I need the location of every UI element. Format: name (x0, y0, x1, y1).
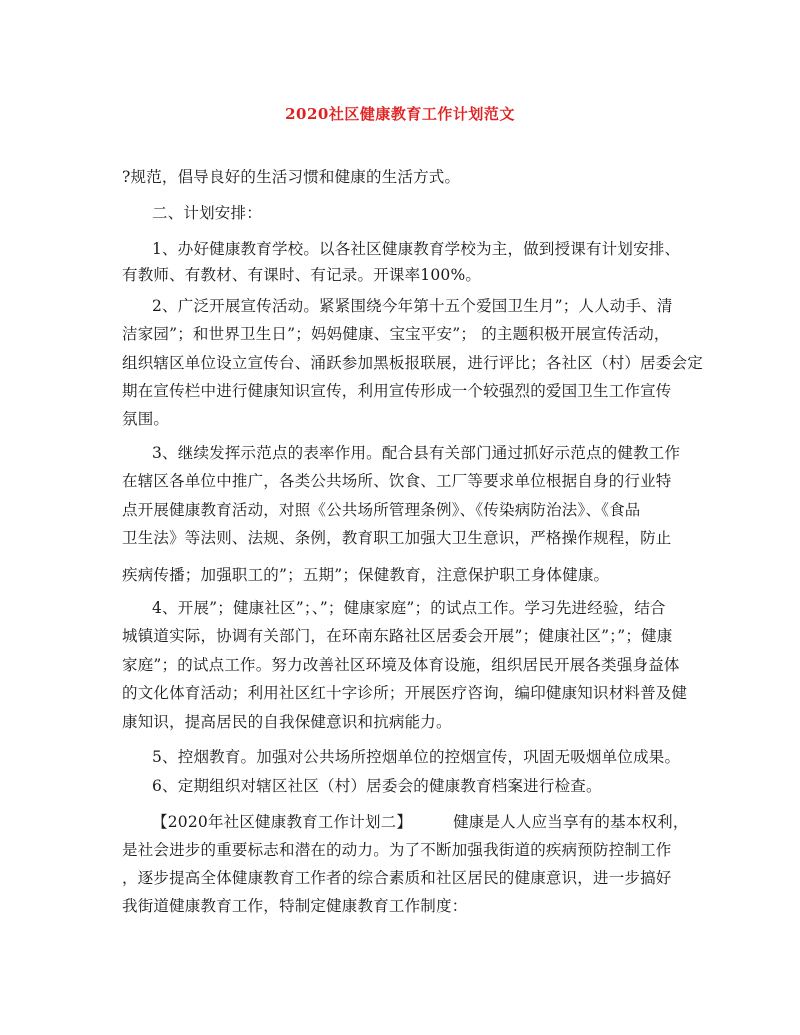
paragraph-line: 的文化体育活动；利用社区红十字诊所；开展医疗咨询，编印健康知识材料普及健 (122, 684, 688, 702)
paragraph-line: 5、控烟教育。加强对公共场所控烟单位的控烟宣传，巩固无吸烟单位成果。 (152, 748, 681, 766)
paragraph-line: 点开展健康教育活动，对照《公共场所管理条例》、《传染病防治法》、《食品 (122, 501, 641, 519)
paragraph-line: 家庭”；的试点工作。努力改善社区环境及体育设施，组织居民开展各类强身益体 (122, 656, 680, 674)
paragraph-line: 康知识，提高居民的自我保健意识和抗病能力。 (122, 713, 452, 731)
paragraph-line: 有教师、有教材、有课时、有记录。开课率100%。 (122, 266, 482, 284)
paragraph-line: ?规范，倡导良好的生活习惯和健康的生活方式。 (122, 168, 461, 186)
paragraph-line: 卫生法》等法则、法规、条例，教育职工加强大卫生意识，严格操作规程，防止 (122, 529, 672, 547)
paragraph-line: 6、定期组织对辖区社区（村）居委会的健康教育档案进行检查。 (152, 777, 602, 795)
paragraph-line: 组织辖区单位设立宣传台、涌跃参加黑板报联展，进行评比；各社区（村）居委会定 (122, 354, 703, 372)
paragraph-line: 期在宣传栏中进行健康知识宣传，利用宣传形成一个较强烈的爱国卫生工作宣传 (122, 382, 672, 400)
paragraph-line: ，逐步提高全体健康教育工作者的综合素质和社区居民的健康意识，进一步搞好 (122, 869, 672, 887)
paragraph-line: 疾病传播；加强职工的”；五期”；保健教育，注意保护职工身体健康。 (122, 566, 610, 584)
paragraph-line: 3、继续发挥示范点的表率作用。配合县有关部门通过抓好示范点的健教工作 (152, 444, 681, 462)
paragraph-line: 我街道健康教育工作，特制定健康教育工作制度： (122, 897, 468, 915)
document-title: 2020社区健康教育工作计划范文 (285, 105, 515, 123)
paragraph-line: 氛围。 (122, 410, 170, 428)
paragraph-line: 洁家园”；和世界卫生日”；妈妈健康、宝宝平安”； 的主题积极开展宣传活动， (122, 325, 670, 343)
section-heading-line: 【2020年社区健康教育工作计划二】 健康是人人应当享有的基本权利， (152, 813, 689, 831)
paragraph-line: 2、广泛开展宣传活动。紧紧围绕今年第十五个爱国卫生月”；人人动手、清 (152, 297, 673, 315)
paragraph-line: 4、开展”；健康社区”；、”；健康家庭”；的试点工作。学习先进经验，结合 (152, 599, 666, 617)
paragraph-line: 1、办好健康教育学校。以各社区健康教育学校为主，做到授课有计划安排、 (152, 240, 681, 258)
section-heading: 二、计划安排： (152, 204, 262, 222)
paragraph-line: 在辖区各单位中推广，各类公共场所、饮食、工厂等要求单位根据自身的行业特 (122, 472, 672, 490)
paragraph-line: 城镇道实际，协调有关部门，在环南东路社区居委会开展”；健康社区”；”；健康 (122, 627, 673, 645)
paragraph-line: 是社会进步的重要标志和潜在的动力。为了不断加强我街道的疾病预防控制工作 (122, 841, 672, 859)
